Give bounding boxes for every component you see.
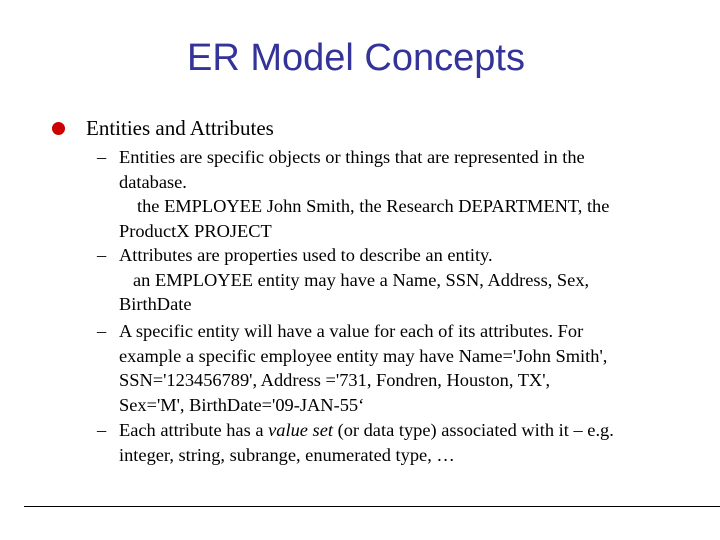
sub-item-3-line-4: Sex='M', BirthDate='09-JAN-55‘ — [119, 394, 365, 415]
sub-item-1-line-2: database. — [119, 171, 187, 192]
footer-divider — [24, 506, 720, 507]
sub-item-3 — [119, 319, 607, 417]
sub-item-2-line-3: BirthDate — [119, 294, 192, 315]
sub-item-4 — [119, 418, 614, 467]
sub-item-4-line-2: integer, string, subrange, enumerated type, … — [119, 444, 455, 465]
sub-item-3-line-3: SSN='123456789', Address ='731, Fondren, Houston, TX', — [119, 370, 551, 391]
sub-item-4-dash: – — [97, 420, 107, 440]
sub-item-1-line-1: Entities are specific objects or things that are represented in the — [119, 147, 585, 167]
sub-item-4-line-1 — [119, 418, 614, 443]
sub-item-3-dash: – — [97, 321, 107, 341]
slide-title: ER Model Concepts — [187, 37, 525, 79]
sub-item-1-line-4: ProductX PROJECT — [119, 220, 272, 241]
sub-item-1-dash: – — [97, 147, 107, 167]
sub-item-4-text-a: Each attribute has a — [119, 420, 269, 440]
sub-item-2-line-1: Attributes are properties used to describe an entity. — [119, 245, 493, 265]
sub-item-1-line-3: the EMPLOYEE John Smith, the Research DEPARTMENT, the — [137, 196, 610, 217]
sub-item-3-line-2: example a specific employee entity may have Name='John Smith', — [119, 345, 608, 366]
sub-item-1 — [119, 145, 609, 243]
main-bullet-text: Entities and Attributes — [86, 115, 274, 140]
sub-item-4-italic: value set — [268, 420, 333, 440]
sub-item-3-line-1: A specific entity will have a value for each of its attributes. For — [119, 321, 584, 341]
sub-item-2-dash: – — [97, 245, 107, 265]
main-bullet — [52, 113, 274, 143]
sub-item-4-text-b: (or data type) associated with it – e.g. — [332, 420, 614, 440]
sub-item-2 — [119, 243, 589, 317]
sub-item-2-line-2: an EMPLOYEE entity may have a Name, SSN, Address, Sex, — [133, 269, 590, 290]
bullet-dot-icon — [52, 122, 65, 135]
